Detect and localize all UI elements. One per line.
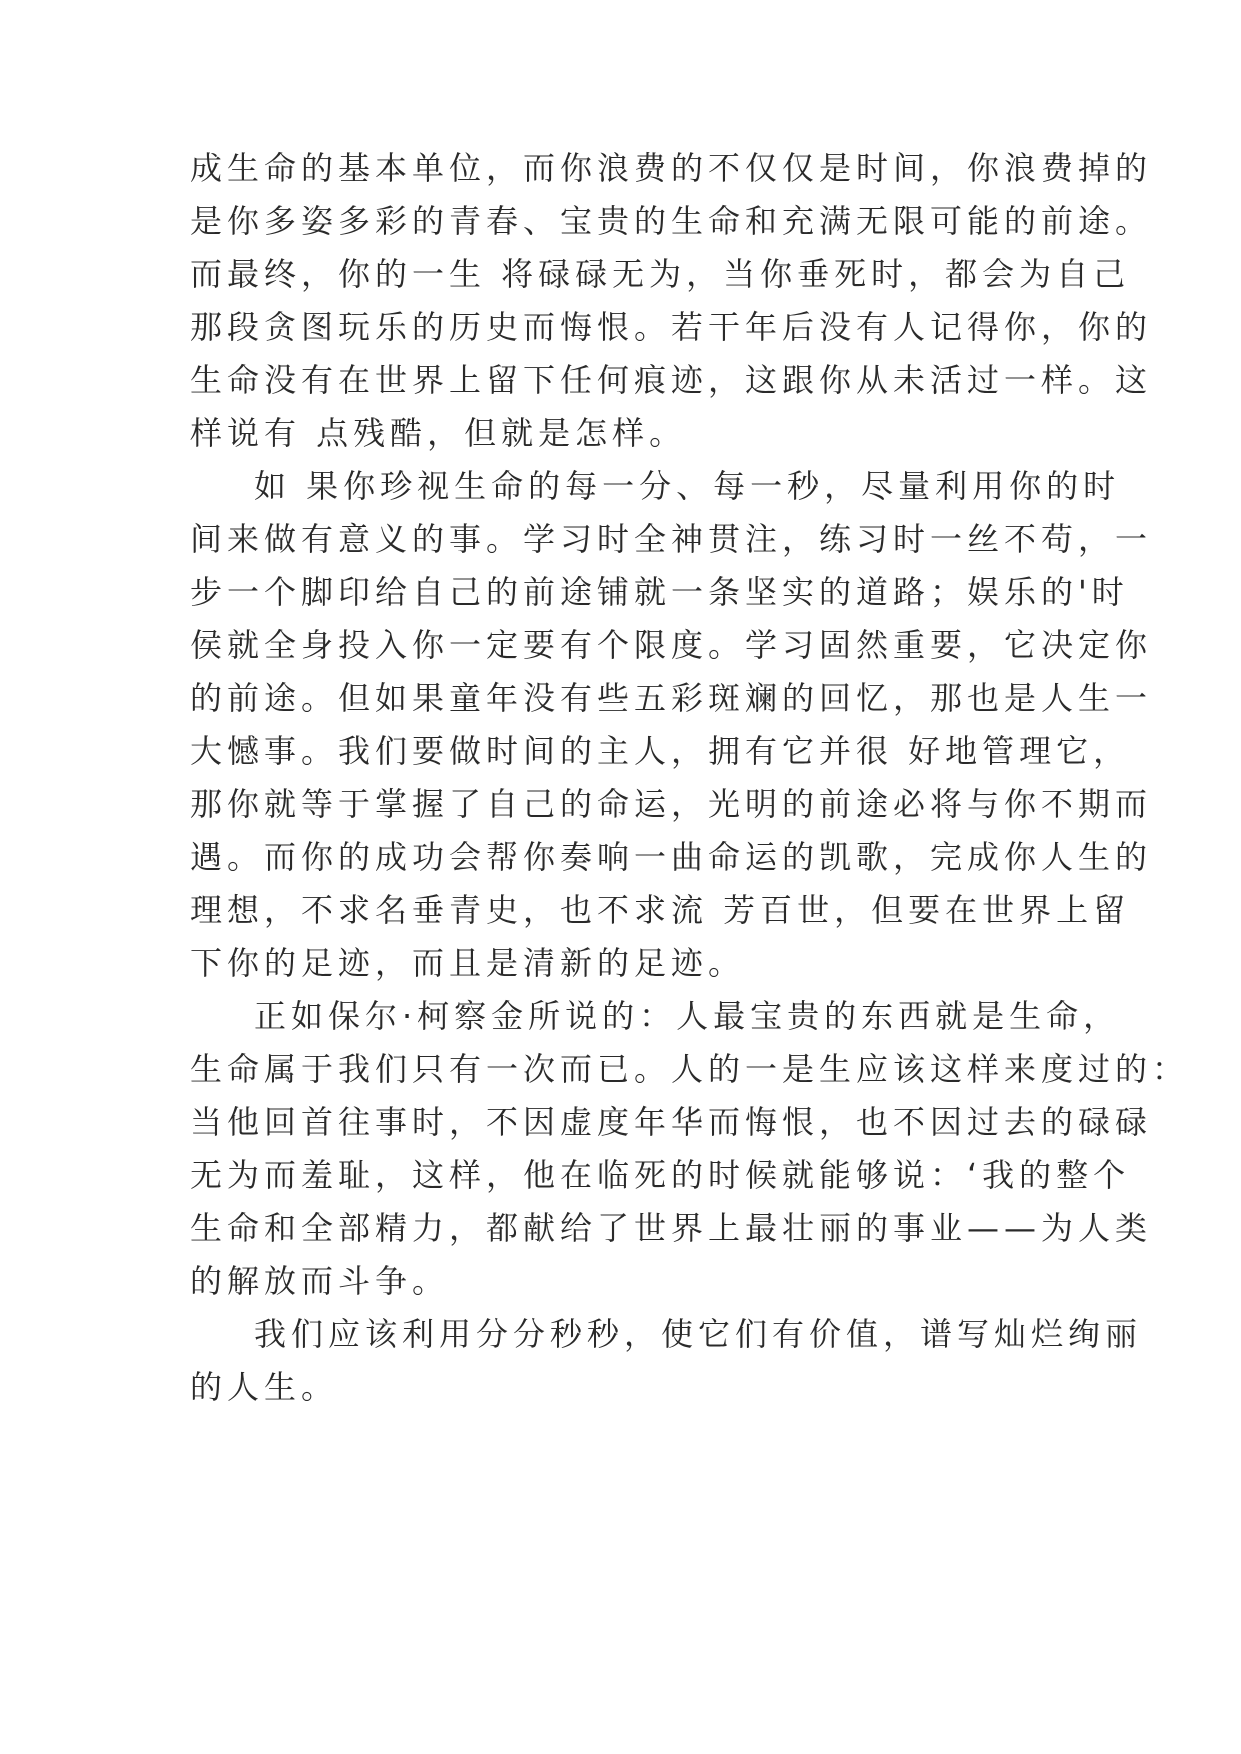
text-line: 生命没有在世界上留下任何痕迹，这跟你从未活过一样。这: [190, 361, 1153, 399]
text-line: 下你的足迹，而且是清新的足迹。: [190, 944, 746, 982]
text-line: 当他回首往事时，不因虚度年华而悔恨，也不因过去的碌碌: [190, 1103, 1153, 1141]
paragraph-start-line: 我们应该利用分分秒秒，使它们有价值，谱写灿烂绚丽: [254, 1315, 1143, 1353]
paragraph-start-line: 正如保尔·柯察金所说的：人最宝贵的东西就是生命，: [254, 997, 1121, 1035]
text-line: 样说有 点残酷，但就是怎样。: [190, 414, 687, 452]
text-line: 的前途。但如果童年没有些五彩斑斓的回忆，那也是人生一: [190, 679, 1153, 717]
text-line: 那你就等于掌握了自己的命运，光明的前途必将与你不期而: [190, 785, 1153, 823]
text-line: 成生命的基本单位，而你浪费的不仅仅是时间，你浪费掉的: [190, 149, 1153, 187]
text-line: 生命属于我们只有一次而已。人的一是生应该这样来度过的：: [190, 1050, 1190, 1088]
text-line: 那段贪图玩乐的历史而悔恨。若干年后没有人记得你，你的: [190, 308, 1153, 346]
text-line: 大憾事。我们要做时间的主人，拥有它并很 好地管理它，: [190, 732, 1131, 770]
text-line: 理想，不求名垂青史，也不求流 芳百世，但要在世界上留: [190, 891, 1131, 929]
text-line: 是你多姿多彩的青春、宝贵的生命和充满无限可能的前途。: [190, 202, 1153, 240]
text-line: 的人生。: [190, 1368, 339, 1406]
text-line: 侯就全身投入你一定要有个限度。学习固然重要，它决定你: [190, 626, 1153, 664]
text-line: 而最终，你的一生 将碌碌无为，当你垂死时，都会为自己: [190, 255, 1131, 293]
text-line: 遇。而你的成功会帮你奏响一曲命运的凯歌，完成你人生的: [190, 838, 1153, 876]
text-line: 步一个脚印给自己的前途铺就一条坚实的道路；娱乐的'时: [190, 573, 1129, 611]
text-line: 间来做有意义的事。学习时全神贯注，练习时一丝不苟，一: [190, 520, 1153, 558]
text-line: 生命和全部精力，都献给了世界上最壮丽的事业——为人类: [190, 1209, 1153, 1247]
paragraph-start-line: 如 果你珍视生命的每一分、每一秒，尽量利用你的时: [254, 467, 1121, 505]
text-line: 的解放而斗争。: [190, 1262, 450, 1300]
text-line: 无为而羞耻，这样，他在临死的时候就能够说：‘我的整个: [190, 1156, 1131, 1194]
